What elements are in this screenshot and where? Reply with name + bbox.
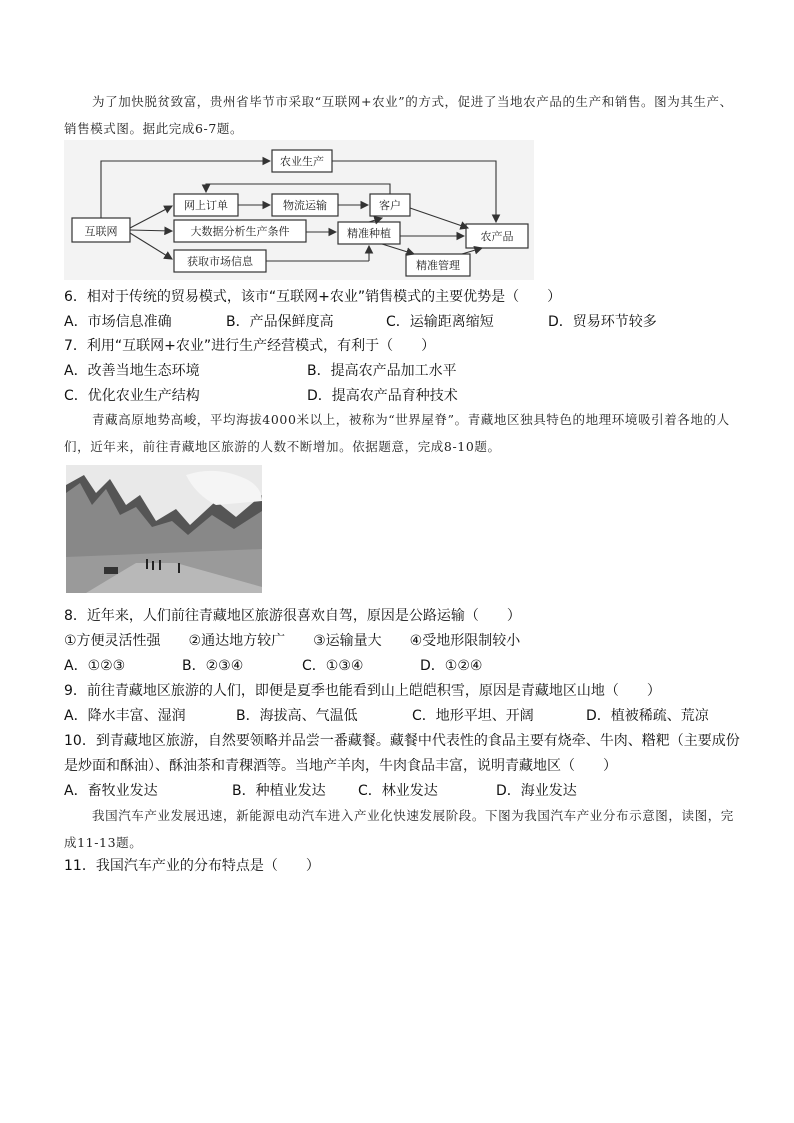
node-farm-label: 农业生产 xyxy=(280,155,324,168)
q8-option-b[interactable]: B．②③④ xyxy=(182,658,244,674)
q9-option-b[interactable]: B．海拔高、气温低 xyxy=(236,708,358,724)
node-customer-label: 客户 xyxy=(379,199,401,212)
q10-option-b[interactable]: B．种植业发达 xyxy=(232,783,326,799)
node-bigdata-label: 大数据分析生产条件 xyxy=(190,225,290,238)
q7-option-b[interactable]: B．提高农产品加工水平 xyxy=(307,363,457,379)
mountain-photo-image xyxy=(66,465,262,593)
node-precise-manage-label: 精准管理 xyxy=(416,259,460,272)
intro-paragraph-1: 为了加快脱贫致富，贵州省毕节市采取“互联网+农业”的方式，促进了当地农产品的生产和销售。图为其生产、销售模式图。据此完成6-7题。 xyxy=(64,94,733,136)
q6-option-a[interactable]: A．市场信息准确 xyxy=(64,314,172,330)
q7-option-d[interactable]: D．提高农产品育种技术 xyxy=(307,388,458,404)
q9-option-d[interactable]: D．植被稀疏、荒凉 xyxy=(586,708,709,724)
q7-option-a[interactable]: A．改善当地生态环境 xyxy=(64,363,200,379)
node-order-label: 网上订单 xyxy=(184,199,228,212)
q7-option-c[interactable]: C．优化农业生产结构 xyxy=(64,388,200,404)
plateau-photo xyxy=(66,465,262,593)
q9-option-a[interactable]: A．降水丰富、湿润 xyxy=(64,708,186,724)
q8-option-c[interactable]: C．①③④ xyxy=(302,658,364,674)
node-internet-label: 互联网 xyxy=(84,225,118,238)
q10-option-d[interactable]: D．海业发达 xyxy=(496,783,577,799)
q8-option-a[interactable]: A．①②③ xyxy=(64,658,126,674)
q10-stem-line-2: 是炒面和酥油）、酥油茶和青稞酒等。当地产羊肉，牛肉食品丰富，说明青藏地区（ ） xyxy=(64,758,617,774)
q10-option-c[interactable]: C．林业发达 xyxy=(358,783,438,799)
q7-stem: 7．利用“互联网+农业”进行生产经营模式，有利于（ ） xyxy=(64,338,436,354)
q9-option-c[interactable]: C．地形平坦、开阔 xyxy=(412,708,534,724)
node-logistics-label: 物流运输 xyxy=(283,199,327,212)
q10-option-a[interactable]: A．畜牧业发达 xyxy=(64,783,158,799)
production-sales-diagram xyxy=(64,140,534,280)
intro-paragraph-3: 我国汽车产业发展迅速，新能源电动汽车进入产业化快速发展阶段。下图为我国汽车产业分布示意图，读图，完成11-13题。 xyxy=(64,808,734,850)
q8-items: ①方便灵活性强 ②通达地方较广 ③运输量大 ④受地形限制较小 xyxy=(64,633,521,649)
q11-stem: 11．我国汽车产业的分布特点是（ ） xyxy=(64,858,320,874)
q8-option-d[interactable]: D．①②④ xyxy=(420,658,483,674)
q6-option-d[interactable]: D．贸易环节较多 xyxy=(548,314,657,330)
q10-stem-line-1: 10．到青藏地区旅游，自然要领略并品尝一番藏餐。藏餐中代表性的食品主要有烧牵、牛肉、糌粑（主要成份 xyxy=(64,733,740,749)
q8-stem: 8．近年来，人们前往青藏地区旅游很喜欢自驾，原因是公路运输（ ） xyxy=(64,608,521,624)
node-product-label: 农产品 xyxy=(480,230,514,243)
node-market-label: 获取市场信息 xyxy=(187,255,253,268)
intro-paragraph-2: 青藏高原地势高峻，平均海拔4000米以上，被称为“世界屋脊”。青藏地区独具特色的地理环境吸引着各地的人们，近年来，前往青藏地区旅游的人数不断增加。依据题意，完成8-10题。 xyxy=(64,412,730,454)
flow-diagram-svg xyxy=(64,140,534,280)
q6-option-b[interactable]: B．产品保鲜度高 xyxy=(226,314,334,330)
q9-stem: 9．前往青藏地区旅游的人们，即便是夏季也能看到山上皑皑积雪，原因是青藏地区山地（ ） xyxy=(64,683,661,699)
node-precise-plant-label: 精准种植 xyxy=(347,227,391,240)
q6-option-c[interactable]: C．运输距离缩短 xyxy=(386,314,494,330)
q6-stem: 6．相对于传统的贸易模式，该市“互联网+农业”销售模式的主要优势是（ ） xyxy=(64,289,562,305)
